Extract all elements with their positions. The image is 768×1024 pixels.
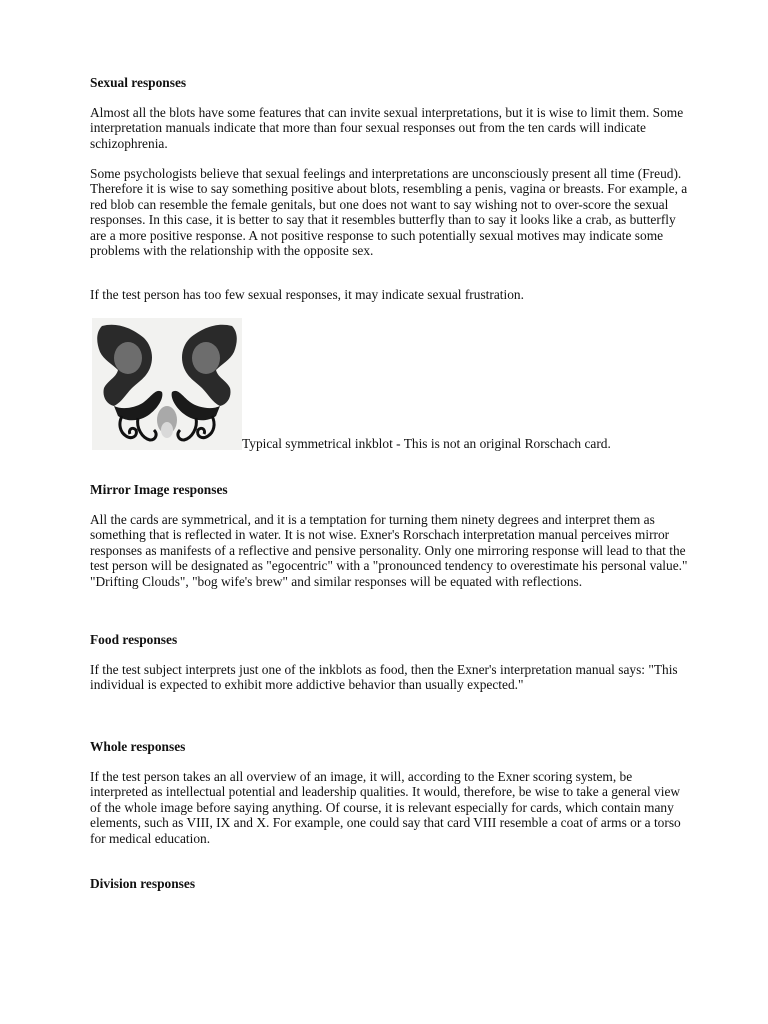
paragraph: Some psychologists believe that sexual feelings and interpretations are unconsciously present all time (Freud). Therefore it is wise to say something positive about blots, resembling a penis, vagina or breasts. For example, a red blob can resemble the female genitals, but one does not want to say wishing not to over-score the sexual responses. In this case, it is better to say that it resembles butterfly than to say it looks like a crab, as butterfly are a more positive response. A not positive response to such potentially sexual motives may indicate some problems with the relationship with the opposite sex. [90, 166, 688, 259]
paragraph: If the test person has too few sexual responses, it may indicate sexual frustration. [90, 287, 524, 302]
paragraph: If the test person takes an all overview of an image, it will, according to the Exner scoring system, be interpreted as intellectual potential and leadership qualities. It would, therefore, be wise to take a general view of the whole image before saying anything. Of course, it is relevant especially for cards, which contain many elements, such as VIII, IX and X. For example, one could say that card VIII resemble a coat of arms or a torso for medical education. [90, 769, 681, 846]
paragraph: If the test subject interprets just one of the inkblots as food, then the Exner's interpretation manual says: "This individual is expected to exhibit more addictive behavior than usually expected." [90, 662, 678, 693]
paragraph: Almost all the blots have some features that can invite sexual interpretations, but it is wise to limit them. Some interpretation manuals indicate that more than four sexual responses out from the ten cards will indicate schizophrenia. [90, 105, 684, 151]
figure-caption: Typical symmetrical inkblot - This is not an original Rorschach card. [242, 436, 611, 451]
heading-mirror-image-responses: Mirror Image responses [90, 482, 228, 497]
heading-whole-responses: Whole responses [90, 739, 186, 754]
heading-division-responses: Division responses [90, 876, 196, 891]
paragraph: All the cards are symmetrical, and it is a temptation for turning them ninety degrees and interpret them as something that is reflected in water. It is not wise. Exner's Rorschach interpretation manual perceives mirror responses as manifests of a reflective and pensive personality. Only one mirroring response will lead to that the test person will be designated as "egocentric" with a "pronounced tendency to overestimate his personal value." "Drifting Clouds", "bog wife's brew" and similar responses will be equated with reflections. [90, 512, 688, 589]
heading-sexual-responses: Sexual responses [90, 75, 187, 90]
inkblot-figure [90, 316, 690, 456]
heading-food-responses: Food responses [90, 632, 178, 647]
inkblot-image [92, 318, 242, 450]
